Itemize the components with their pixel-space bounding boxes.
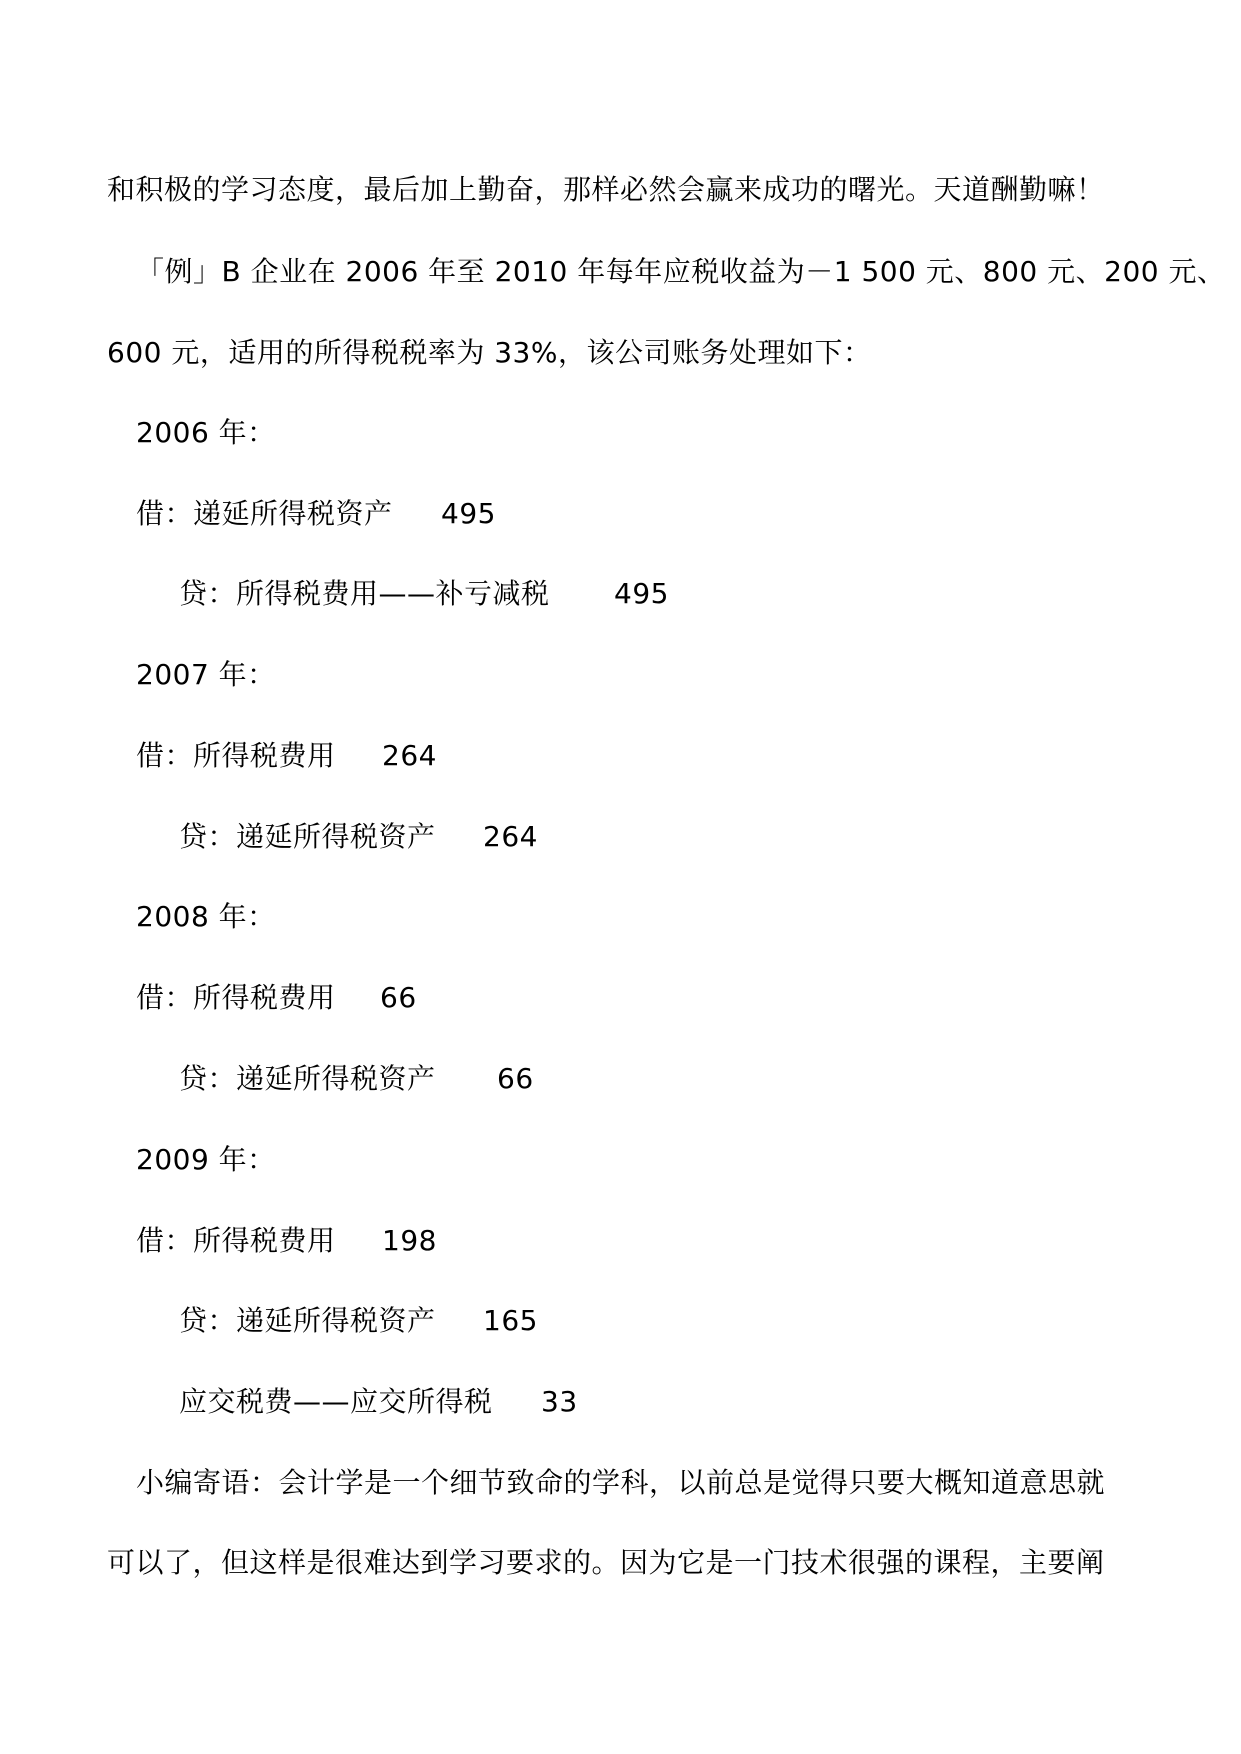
credit-account: 贷：递延所得税资产 bbox=[179, 1304, 436, 1337]
year-heading-2007: 2007 年： bbox=[136, 658, 276, 691]
paragraph-intro: 和积极的学习态度，最后加上勤奋，那样必然会赢来成功的曙光。天道酬勤嘛！ bbox=[107, 173, 1105, 206]
debit-entry-2009 bbox=[136, 1224, 437, 1258]
debit-amount: 264 bbox=[382, 739, 437, 772]
closing-paragraph-line-1: 小编寄语：会计学是一个细节致命的学科，以前总是觉得只要大概知道意思就 bbox=[136, 1466, 1106, 1499]
closing-paragraph-line-2: 可以了，但这样是很难达到学习要求的。因为它是一门技术很强的课程，主要阐 bbox=[107, 1546, 1105, 1579]
debit-entry-2008 bbox=[136, 981, 417, 1015]
credit-entry-2009-tax-payable bbox=[179, 1385, 578, 1419]
credit-account: 贷：所得税费用——补亏减税 bbox=[179, 577, 550, 610]
credit-account: 应交税费——应交所得税 bbox=[179, 1385, 493, 1418]
year-heading-2008: 2008 年： bbox=[136, 900, 276, 933]
credit-entry-2008 bbox=[179, 1062, 534, 1096]
debit-account: 借：所得税费用 bbox=[136, 1224, 336, 1257]
example-paragraph-line-2: 600 元，适用的所得税税率为 33%，该公司账务处理如下： bbox=[107, 336, 872, 369]
credit-amount: 165 bbox=[483, 1304, 538, 1337]
credit-account: 贷：递延所得税资产 bbox=[179, 820, 436, 853]
credit-amount: 33 bbox=[541, 1385, 578, 1418]
debit-entry-2007 bbox=[136, 739, 437, 773]
credit-amount: 264 bbox=[483, 820, 538, 853]
credit-entry-2007 bbox=[179, 820, 538, 854]
debit-amount: 198 bbox=[382, 1224, 437, 1257]
year-heading-2009: 2009 年： bbox=[136, 1143, 276, 1176]
debit-amount: 495 bbox=[441, 497, 496, 530]
example-paragraph-line-1: 「例」B 企业在 2006 年至 2010 年每年应税收益为－1 500 元、800 元、200 元、 bbox=[136, 255, 1226, 288]
debit-account: 借：所得税费用 bbox=[136, 739, 336, 772]
debit-entry-2006 bbox=[136, 497, 496, 531]
credit-entry-2009 bbox=[179, 1304, 538, 1338]
year-heading-2006: 2006 年： bbox=[136, 416, 276, 449]
debit-amount: 66 bbox=[380, 981, 417, 1014]
credit-entry-2006 bbox=[179, 577, 669, 611]
debit-account: 借：递延所得税资产 bbox=[136, 497, 393, 530]
credit-account: 贷：递延所得税资产 bbox=[179, 1062, 436, 1095]
credit-amount: 66 bbox=[497, 1062, 534, 1095]
credit-amount: 495 bbox=[614, 577, 669, 610]
debit-account: 借：所得税费用 bbox=[136, 981, 336, 1014]
